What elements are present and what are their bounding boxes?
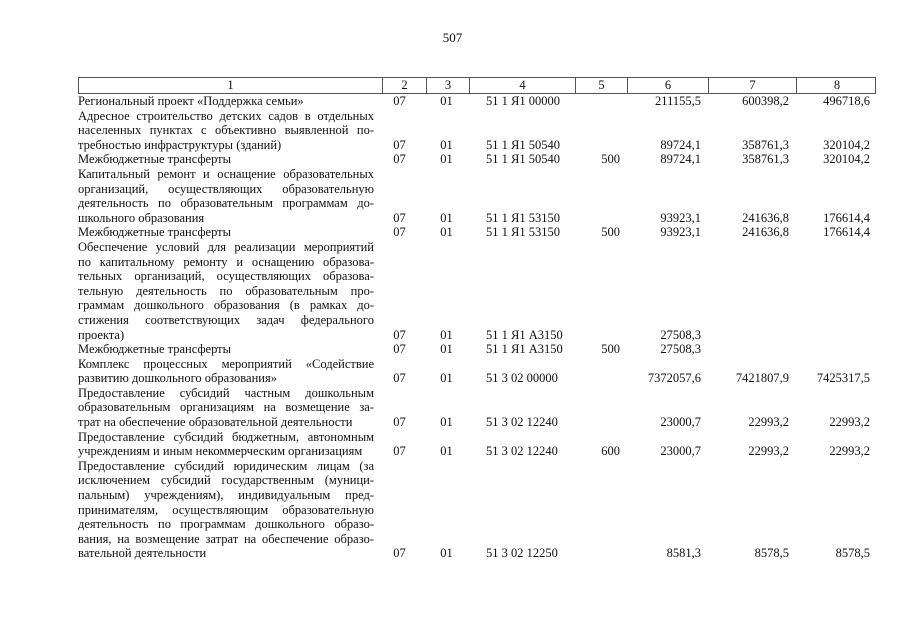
amount-col7: 7421807,9: [735, 371, 789, 386]
amount-col7: 241636,8: [742, 225, 789, 240]
description-line: Межбюджетные трансферты: [78, 152, 232, 167]
description-line: Межбюджетные трансферты: [78, 342, 232, 357]
amount-col8: 22993,2: [829, 415, 870, 430]
section: 07: [393, 546, 406, 561]
target-article: 51 1 Я1 А3150: [486, 342, 563, 357]
row-description: [78, 459, 374, 561]
description-line: Межбюджетные трансферты: [78, 225, 232, 240]
target-article: 51 3 02 12240: [486, 415, 558, 430]
amount-col8: 8578,5: [835, 546, 870, 561]
table-row: [78, 240, 876, 342]
description-line: трат на обеспечение образовательной деятельности: [78, 415, 353, 430]
amount-col7: 358761,3: [742, 137, 789, 152]
table-row: [78, 342, 876, 357]
row-description: [78, 240, 374, 342]
row-description: [78, 386, 374, 430]
description-line: стижения соответствующих задач федерального: [78, 312, 374, 327]
amount-col8: 22993,2: [829, 444, 870, 459]
section: 07: [393, 444, 406, 459]
description-line: Предоставление субсидий частным дошкольным: [78, 385, 374, 400]
table-row: [78, 109, 876, 153]
description-line: Капитальный ремонт и оснащение образовательных: [78, 166, 374, 181]
section: 07: [393, 210, 406, 225]
amount-col8: 176614,4: [823, 210, 870, 225]
amount-col7: 22993,2: [748, 444, 789, 459]
row-description: [78, 167, 374, 225]
col-header: 2: [382, 78, 426, 93]
amount-col8: 320104,2: [823, 137, 870, 152]
expense-type: 500: [601, 225, 620, 240]
amount-col7: 8578,5: [754, 546, 789, 561]
col-header: 4: [469, 78, 575, 93]
amount-col8: 496718,6: [823, 94, 870, 108]
amount-col7: 358761,3: [742, 152, 789, 167]
subsection: 01: [440, 342, 453, 357]
amount-col6: 89724,1: [660, 152, 701, 167]
description-line: населенных пунктах с объективно выявленной по-: [78, 123, 374, 138]
amount-col6: 93923,1: [660, 210, 701, 225]
description-line: учреждениям и иным некоммерческим организациям: [78, 444, 363, 459]
description-line: принимателям, осуществляющим образовательную: [78, 502, 374, 517]
description-line: Адресное строительство детских садов в отдельных: [78, 108, 374, 123]
amount-col7: 241636,8: [742, 210, 789, 225]
description-line: Обеспечение условий для реализации мероприятий: [78, 239, 374, 254]
amount-col7: 600398,2: [742, 94, 789, 108]
amount-col8: 176614,4: [823, 225, 870, 240]
target-article: 51 1 Я1 50540: [486, 137, 560, 152]
section: 07: [393, 137, 406, 152]
description-line: развитию дошкольного образования»: [78, 371, 277, 386]
subsection: 01: [440, 137, 453, 152]
subsection: 01: [440, 546, 453, 561]
description-line: вания, на возмещение затрат на обеспечение образо-: [78, 531, 374, 546]
amount-col8: 320104,2: [823, 152, 870, 167]
row-description: [78, 94, 374, 109]
table-row: [78, 357, 876, 386]
section: 07: [393, 225, 406, 240]
target-article: 51 1 Я1 53150: [486, 225, 560, 240]
description-line: деятельность по программам дошкольного образо-: [78, 517, 374, 532]
amount-col8: 7425317,5: [816, 371, 870, 386]
table-header: [78, 77, 876, 94]
target-article: 51 1 Я1 А3150: [486, 327, 563, 342]
amount-col6: 93923,1: [660, 225, 701, 240]
row-description: [78, 430, 374, 459]
section: 07: [393, 415, 406, 430]
amount-col6: 8581,3: [666, 546, 701, 561]
col-header: 8: [796, 78, 877, 93]
description-line: пальным) учреждениям), индивидуальным пред-: [78, 488, 374, 503]
target-article: 51 1 Я1 00000: [486, 94, 560, 108]
subsection: 01: [440, 327, 453, 342]
target-article: 51 1 Я1 53150: [486, 210, 560, 225]
amount-col6: 23000,7: [660, 415, 701, 430]
table-row: [78, 167, 876, 225]
row-description: [78, 109, 374, 153]
col-header: 1: [227, 78, 234, 92]
section: 07: [393, 94, 406, 108]
section: 07: [393, 342, 406, 357]
page-number: 507: [442, 30, 463, 45]
amount-col7: 22993,2: [748, 415, 789, 430]
amount-col6: 27508,3: [660, 342, 701, 357]
description-line: исключением субсидий государственным (муници-: [78, 473, 374, 488]
target-article: 51 3 02 00000: [486, 371, 558, 386]
section: 07: [393, 371, 406, 386]
description-line: вательной деятельности: [78, 546, 207, 561]
row-description: [78, 342, 374, 357]
row-description: [78, 152, 374, 167]
amount-col6: 23000,7: [660, 444, 701, 459]
description-line: тельных организаций, осуществляющих образова-: [78, 269, 374, 284]
table-row: [78, 225, 876, 240]
subsection: 01: [440, 444, 453, 459]
amount-col6: 89724,1: [660, 137, 701, 152]
description-line: Комплекс процессных мероприятий «Содействие: [78, 356, 374, 371]
budget-table: [78, 77, 876, 561]
col-header: 6: [627, 78, 708, 93]
subsection: 01: [440, 94, 453, 108]
description-line: Предоставление субсидий юридическим лицам (за: [78, 458, 374, 473]
expense-type: 500: [601, 152, 620, 167]
description-line: проекта): [78, 327, 125, 342]
col-header: 7: [708, 78, 796, 93]
description-line: требностью инфраструктуры (зданий): [78, 137, 282, 152]
target-article: 51 3 02 12250: [486, 546, 558, 561]
amount-col6: 27508,3: [660, 327, 701, 342]
subsection: 01: [440, 152, 453, 167]
description-line: тельную деятельность по образовательным про-: [78, 283, 374, 298]
table-body: [78, 94, 876, 561]
table-row: [78, 430, 876, 459]
description-line: деятельность по образовательным программам до-: [78, 196, 374, 211]
subsection: 01: [440, 371, 453, 386]
description-line: школьного образования: [78, 210, 205, 225]
target-article: 51 1 Я1 50540: [486, 152, 560, 167]
col-header: 5: [575, 78, 627, 93]
subsection: 01: [440, 210, 453, 225]
row-description: [78, 357, 374, 386]
table-row: [78, 94, 876, 109]
table-row: [78, 152, 876, 167]
expense-type: 500: [601, 342, 620, 357]
description-line: Региональный проект «Поддержка семьи»: [78, 94, 304, 108]
section: 07: [393, 152, 406, 167]
table-row: [78, 386, 876, 430]
description-line: по капитальному ремонту и оснащению образова-: [78, 254, 374, 269]
description-line: Предоставление субсидий бюджетным, автономным: [78, 429, 374, 444]
target-article: 51 3 02 12240: [486, 444, 558, 459]
row-description: [78, 225, 374, 240]
subsection: 01: [440, 225, 453, 240]
table-row: [78, 459, 876, 561]
amount-col6: 211155,5: [655, 94, 701, 108]
description-line: образовательным организациям на возмещение за-: [78, 400, 374, 415]
amount-col6: 7372057,6: [647, 371, 701, 386]
section: 07: [393, 327, 406, 342]
description-line: граммам дошкольного образования (в рамках до-: [78, 298, 374, 313]
subsection: 01: [440, 415, 453, 430]
description-line: организаций, осуществляющих образовательную: [78, 181, 374, 196]
col-header: 3: [426, 78, 469, 93]
expense-type: 600: [601, 444, 620, 459]
